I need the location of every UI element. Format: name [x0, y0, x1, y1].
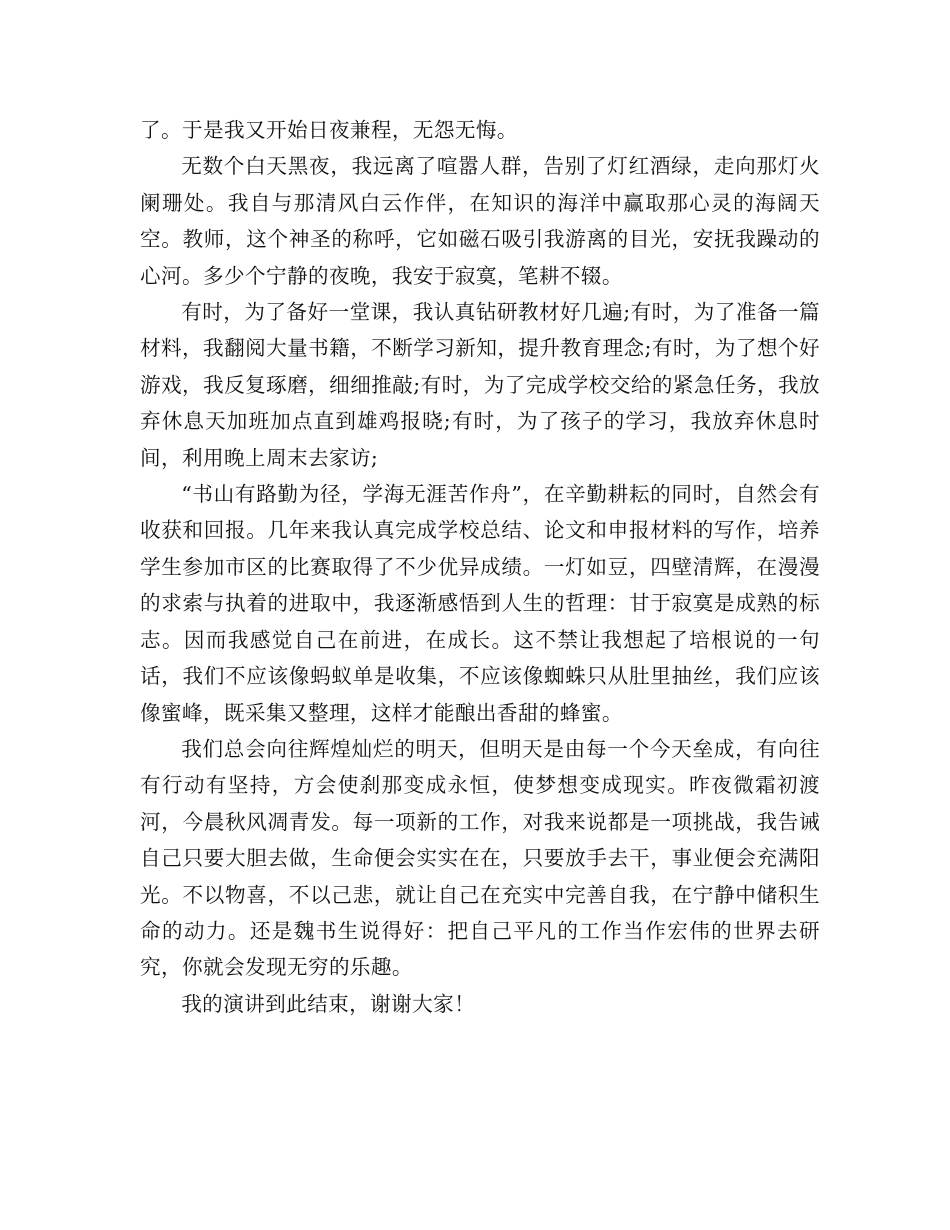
document-body: [140, 112, 820, 1022]
paragraph-continuation: 了。于是我又开始日夜兼程，无怨无悔。: [140, 118, 518, 142]
closing-paragraph: 我的演讲到此结束，谢谢大家！: [181, 991, 476, 1016]
paragraph: 有时，为了备好一堂课，我认真钻研教材好几遍;有时，为了准备一篇材料，我翻阅大量书籍，不断学习新知，提升教育理念;有时，为了想个好游戏，我反复琢磨，细细推敲;有时，为了完成学校交给的紧急任务，我放弃休息天加班加点直到雄鸡报晓;有时，为了孩子的学习，我放弃休息时间，利用晚上周末去家访;: [140, 300, 820, 470]
paragraph: 我们总会向往辉煌灿烂的明天，但明天是由每一个今天垒成，有向往有行动有坚持，方会使刹那变成永恒，使梦想变成现实。昨夜微霜初渡河，今晨秋风凋青发。每一项新的工作，对我来说都是一项挑战，我告诫自己只要大胆去做，生命便会实实在在，只要放手去干，事业便会充满阳光。不以物喜，不以己悲，就让自己在充实中完善自我，在宁静中储积生命的动力。还是魏书生说得好：把自己平凡的工作当作宏伟的世界去研究，你就会发现无穷的乐趣。: [140, 736, 820, 980]
paragraph: 无数个白天黑夜，我远离了喧嚣人群，告别了灯红酒绿，走向那灯火阑珊处。我自与那清风白云作伴，在知识的海洋中赢取那心灵的海阔天空。教师，这个神圣的称呼，它如磁石吸引我游离的目光，安抚我躁动的心河。多少个宁静的夜晚，我安于寂寞，笔耕不辍。: [140, 154, 820, 288]
paragraph: “书山有路勤为径，学海无涯苦作舟”，在辛勤耕耘的同时，自然会有收获和回报。几年来我认真完成学校总结、论文和申报材料的写作，培养学生参加市区的比赛取得了不少优异成绩。一灯如豆，四壁清辉，在漫漫的求索与执着的进取中，我逐渐感悟到人生的哲理：甘于寂寞是成熟的标志。因而我感觉自己在前进，在成长。这不禁让我想起了培根说的一句话，我们不应该像蚂蚁单是收集，不应该像蜘蛛只从肚里抽丝，我们应该像蜜峰，既采集又整理，这样才能酿出香甜的蜂蜜。: [140, 482, 820, 725]
